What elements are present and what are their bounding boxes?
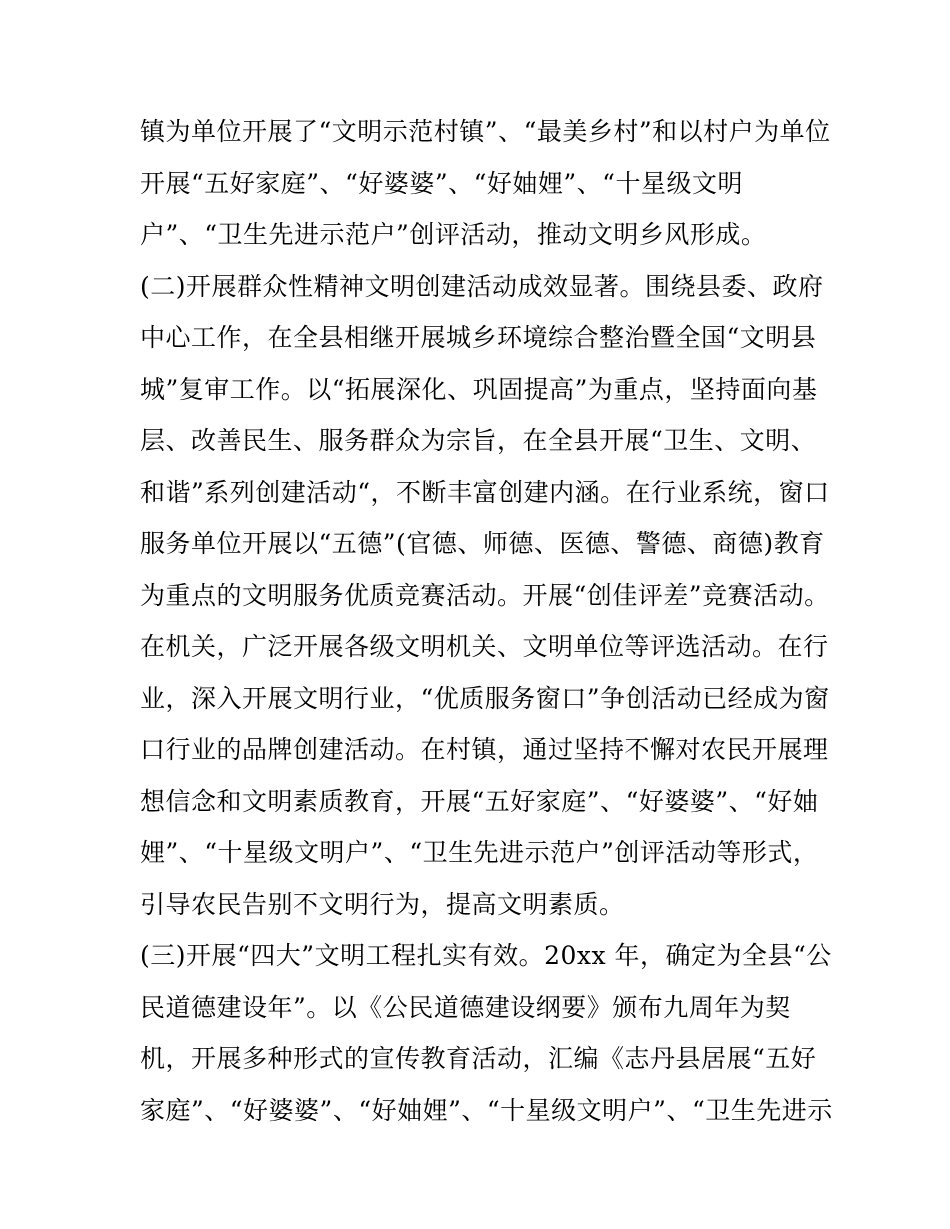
text-line: 和谐”系列创建活动“，不断丰富创建内涵。在行业系统，窗口: [140, 477, 830, 507]
text-line: 家庭”、“好婆婆”、“好妯娌”、“十星级文明户”、“卫生先进示: [140, 1095, 833, 1125]
text-line: 口行业的品牌创建活动。在村镇，通过坚持不懈对农民开展理: [140, 735, 829, 764]
text-line: 为重点的文明服务优质竞赛活动。开展“创佳评差”竞赛活动。: [140, 580, 830, 610]
text-line: 在机关，广泛开展各级文明机关、文明单位等评选活动。在行: [140, 632, 829, 661]
section-heading-line: (二)开展群众性精神文明创建活动成效显著。围绕县委、政府: [140, 271, 824, 301]
text-line: 中心工作，在全县相继开展城乡环境综合整治暨全国“文明县: [140, 323, 817, 352]
text-line: 城”复审工作。以“拓展深化、巩固提高”为重点，坚持面向基: [140, 374, 818, 404]
text-line: 业，深入开展文明行业，“优质服务窗口”争创活动已经成为窗: [140, 683, 830, 713]
body-text: [140, 106, 840, 1136]
text-line: 镇为单位开展了“文明示范村镇”、“最美乡村”和以村户为单位: [140, 117, 831, 146]
text-line: 娌”、“十星级文明户”、“卫生先进示范户”创评活动等形式，: [140, 838, 819, 867]
section-heading-line: (三)开展“四大”文明工程扎实有效。20xx 年，确定为全县“公: [140, 941, 832, 970]
text-line: 民道德建设年”。以《公民道德建设纲要》颁布九周年为契: [140, 992, 791, 1022]
text-line: 机，开展多种形式的宣传教育活动，汇编《志丹县居展“五好: [140, 1044, 817, 1073]
text-line: 引导农民告别不文明行为，提高文明素质。: [140, 889, 625, 919]
text-line: 开展“五好家庭”、“好婆婆”、“好妯娌”、“十星级文明: [140, 168, 743, 198]
text-line: 层、改善民生、服务群众为宗旨，在全县开展“卫生、文明、: [140, 426, 817, 455]
text-line: 服务单位开展以“五德”(官德、师德、医德、警德、商德)教育: [140, 529, 825, 558]
text-line: 户”、“卫生先进示范户”创评活动，推动文明乡风形成。: [140, 220, 767, 249]
text-line: 想信念和文明素质教育，开展“五好家庭”、“好婆婆”、“好妯: [140, 786, 819, 816]
